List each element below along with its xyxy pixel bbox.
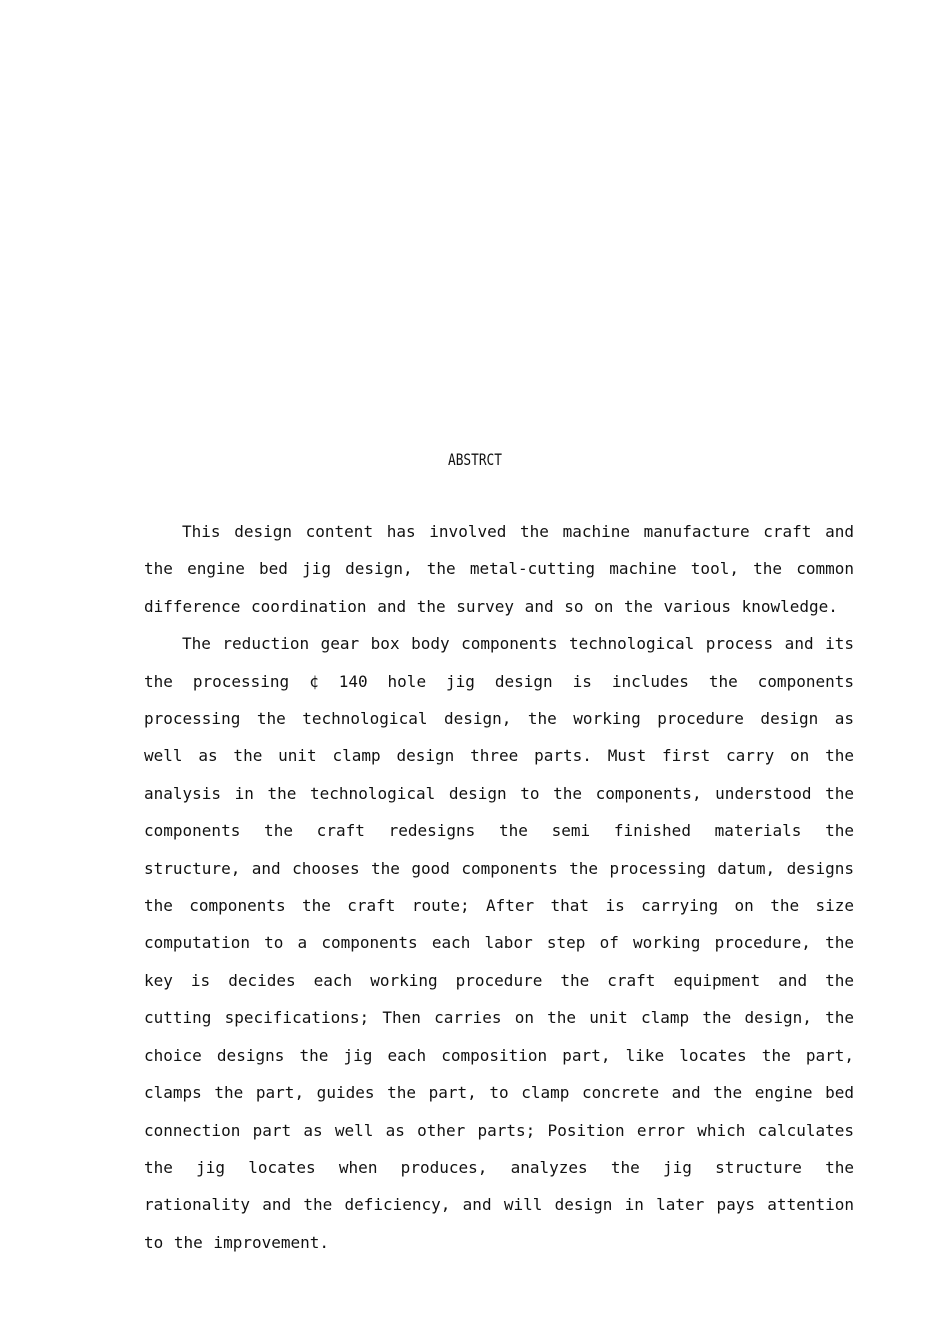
abstract-paragraph-2: The reduction gear box body components technological process and its the processing ¢ 140 hole jig design is includes the components processing the technological design, the working procedure design as well as the unit clamp design three parts. Must first carry on the analysis in the technological design to the components, understood the components the craft redesigns the semi finished materials the structure, and chooses the good components the processing datum, designs the components the craft route; After that is carrying on the size computation to a components each labor step of working procedure, the key is decides each working procedure the craft equipment and the cutting specifications; Then carries on the unit clamp the design, the choice designs the jig each composition part, like locates the part, clamps the part, guides the part, to clamp concrete and the engine bed connection part as well as other parts; Position error which calculates the jig locates when produces, analyzes the jig structure the rationality and the deficiency, and will design in later pays attention to the improvement. — [144, 634, 854, 1252]
abstract-heading: ABSTRCT — [448, 450, 502, 469]
abstract-body — [144, 513, 854, 1261]
abstract-paragraph-1: This design content has involved the machine manufacture craft and the engine bed jig design, the metal-cutting machine tool, the common difference coordination and the survey and so on the various knowledge. — [144, 522, 854, 616]
